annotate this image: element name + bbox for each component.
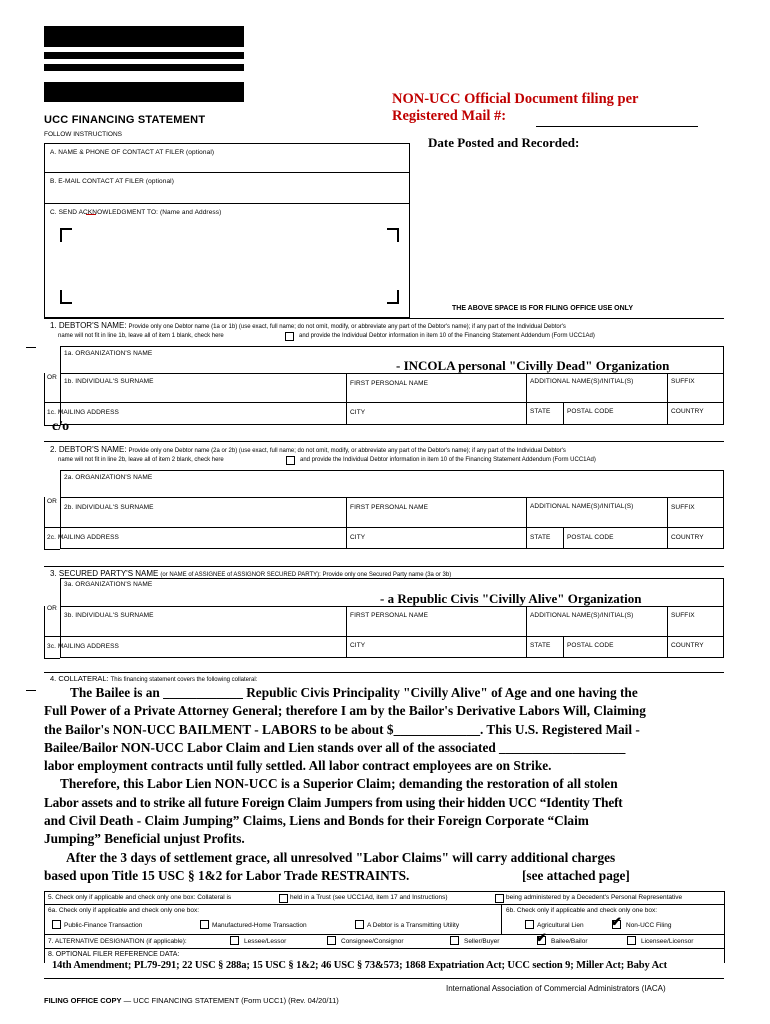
registered-mail-line (536, 126, 698, 127)
corner-mark (387, 228, 399, 242)
contact-value-field[interactable] (58, 228, 398, 304)
footer-left-bold: FILING OFFICE COPY (44, 996, 122, 1005)
secured-heading-text: 3. SECURED PARTY'S NAME (50, 569, 159, 578)
divider (346, 606, 347, 658)
item7-seller-label: Seller/Buyer (464, 938, 500, 945)
divider (60, 497, 724, 498)
divider (501, 904, 502, 934)
date-posted-label: Date Posted and Recorded: (428, 135, 580, 150)
divider (44, 978, 724, 979)
checkmark-icon: ✔ (611, 914, 622, 929)
collateral-line: Full Power of a Private Attorney General; therefore I am by the Bailor's Derivative Labors Will, Claiming (44, 703, 646, 719)
item7-consignee-checkbox[interactable] (327, 936, 336, 945)
item6b-text: 6b. Check only if applicable and check only one box: (506, 907, 658, 914)
collateral-line: Bailee/Bailor NON-UCC Labor Claim and Lien stands over all of the associated ___________________ (44, 739, 626, 755)
debtor1-instr2b: and provide the Individual Debtor information in item 10 of the Financing Statement Addendum (Form UCC1Ad) (299, 333, 595, 339)
secured-first-label: FIRST PERSONAL NAME (350, 612, 429, 619)
item5-trust-checkbox[interactable] (279, 894, 288, 903)
secured-org-label: 3a. ORGANIZATION'S NAME (64, 581, 153, 588)
divider (667, 373, 668, 425)
barcode-bar (44, 64, 244, 71)
item6a-public-checkbox[interactable] (52, 920, 61, 929)
item6a-manufactured-checkbox[interactable] (200, 920, 209, 929)
divider (44, 658, 60, 659)
divider (563, 402, 564, 425)
debtor2-city-label: CITY (350, 534, 366, 541)
collateral-line: Labor assets and to strike all future Foreign Claim Jumpers from using their hidden UCC “Identity Theft (44, 794, 623, 810)
debtor2-heading-text: 2. DEBTOR'S NAME: (50, 445, 127, 454)
item5-trust-label: held in a Trust (see UCC1Ad, item 17 and Instructions) (290, 894, 448, 901)
corner-mark (60, 228, 72, 242)
collateral-line: Jumping” Beneficial unjust Profits. (44, 831, 245, 847)
checkmark-icon: ✔ (536, 930, 547, 945)
item7-lessee-checkbox[interactable] (230, 936, 239, 945)
divider (44, 606, 45, 658)
divider (526, 497, 527, 549)
footer-left-rest: — UCC FINANCING STATEMENT (Form UCC1) (Rev. 04/20/11) (121, 996, 339, 1005)
debtor1-heading-text: 1. DEBTOR'S NAME: (50, 321, 127, 330)
form-title: UCC FINANCING STATEMENT (44, 114, 206, 126)
item6a-utility-label: A Debtor is a Transmitting Utility (367, 922, 460, 929)
item8-text: 8. OPTIONAL FILER REFERENCE DATA: (48, 951, 180, 958)
debtor2-first-label: FIRST PERSONAL NAME (350, 504, 429, 511)
barcode-bar (44, 52, 244, 59)
debtor1-surname-label: 1b. INDIVIDUAL'S SURNAME (64, 378, 154, 385)
item5-text: 5. Check only if applicable and check only one box: Collateral is (48, 894, 232, 901)
debtor1-state-label: STATE (530, 408, 551, 415)
debtor1-first-label: FIRST PERSONAL NAME (350, 380, 429, 387)
debtor1-or: OR (47, 374, 57, 381)
debtor2-instr2a: name will not fit in line 2b, leave all of item 2 blank, check here (58, 457, 224, 463)
item7-seller-checkbox[interactable] (450, 936, 459, 945)
follow-instructions: FOLLOW INSTRUCTIONS (44, 131, 123, 138)
divider (44, 172, 410, 173)
debtor2-checkbox[interactable] (286, 456, 295, 465)
collateral-last-right: [see attached page] (522, 867, 630, 883)
debtor2-heading (50, 445, 566, 456)
debtor1-checkbox[interactable] (285, 332, 294, 341)
divider (44, 636, 724, 637)
secured-city-label: CITY (350, 642, 366, 649)
debtor1-instructions: Provide only one Debtor name (1a or 1b) (use exact, full name; do not omit, modify, or abbreviate any part of the Debtor's name); if any part of the Individual Debtor's (128, 324, 566, 330)
divider (44, 402, 724, 403)
debtor2-instr2b: and provide the Individual Debtor information in item 10 of the Financing Statement Addendum (Form UCC1Ad) (300, 457, 596, 463)
debtor2-instructions: Provide only one Debtor name (2a or 2b) (use exact, full name; do not omit, modify, or abbreviate any part of the Debtor's name); if any part of the Individual Debtor's (128, 448, 566, 454)
collateral-text[interactable] (44, 684, 728, 885)
debtor1-addl-label: ADDITIONAL NAME(S)/INITIAL(S) (530, 378, 634, 385)
divider (44, 948, 724, 949)
secured-mail-label: 3c. MAILING ADDRESS (47, 643, 119, 650)
secured-suffix-label: SUFFIX (671, 612, 695, 619)
divider (563, 636, 564, 658)
debtor1-suffix-label: SUFFIX (671, 378, 695, 385)
contact-b-label: B. E-MAIL CONTACT AT FILER (optional) (50, 178, 174, 185)
secured-surname-label: 3b. INDIVIDUAL'S SURNAME (64, 612, 154, 619)
left-dash (26, 347, 36, 348)
debtor1-city-label: CITY (350, 409, 366, 416)
divider (563, 527, 564, 549)
divider (44, 318, 724, 319)
item6a-text: 6a. Check only if applicable and check only one box: (48, 907, 200, 914)
corner-mark (60, 290, 72, 304)
collateral-line: The Bailee is an ____________ Republic Civis Principality "Civilly Alive" of Age and one having the (70, 685, 638, 700)
debtor1-mail-value[interactable]: c/o (52, 419, 70, 434)
debtor1-org-label: 1a. ORGANIZATION'S NAME (64, 350, 153, 357)
item6b-agri-label: Agricultural Lien (537, 922, 584, 929)
debtor2-org-field[interactable] (64, 482, 720, 496)
left-dash (26, 690, 36, 691)
divider (44, 527, 724, 528)
divider (44, 441, 724, 442)
divider (724, 891, 725, 963)
divider (44, 891, 45, 963)
collateral-line: the Bailor's NON-UCC BAILMENT - LABORS to be about $_____________. This U.S. Registered Mail - (44, 721, 640, 737)
divider (346, 373, 347, 425)
item7-lessee-label: Lessee/Lessor (244, 938, 287, 945)
divider (44, 934, 724, 935)
collateral-instructions: This financing statement covers the following collateral: (110, 677, 258, 683)
collateral-heading-text: 4. COLLATERAL: (50, 674, 109, 683)
item6a-manufactured-label: Manufactured-Home Transaction (212, 922, 307, 929)
item6a-public-label: Public-Finance Transaction (64, 922, 143, 929)
debtor2-addl-label: ADDITIONAL NAME(S)/INITIAL(S) (530, 503, 634, 510)
corner-mark (387, 290, 399, 304)
divider (667, 606, 668, 658)
item7-licensee-checkbox[interactable] (627, 936, 636, 945)
collateral-last-left: based upon Title 15 USC § 1&2 for Labor Trade RESTRAINTS. (44, 867, 410, 883)
debtor2-or: OR (47, 498, 57, 505)
nonucc-heading-line2: Registered Mail #: (392, 108, 507, 124)
divider (667, 497, 668, 549)
item6a-utility-checkbox[interactable] (355, 920, 364, 929)
item6b-agri-checkbox[interactable] (525, 920, 534, 929)
secured-state-label: STATE (530, 642, 551, 649)
secured-postal-label: POSTAL CODE (567, 642, 614, 649)
item5-decedent-checkbox[interactable] (495, 894, 504, 903)
debtor2-postal-label: POSTAL CODE (567, 534, 614, 541)
divider (44, 203, 410, 204)
divider (44, 373, 45, 425)
debtor1-mail-label: 1c. MAILING ADDRESS (47, 409, 119, 416)
secured-or: OR (47, 605, 57, 612)
debtor1-instr2a: name will not fit in line 1b, leave all of item 1 blank, check here (58, 333, 224, 339)
strike-mark (86, 214, 96, 215)
collateral-line: labor employment contracts until fully settled. All labor contract employees are on Strike. (44, 758, 552, 774)
barcode-bar (44, 26, 244, 47)
divider (44, 497, 45, 549)
divider (526, 606, 527, 658)
debtor2-mail-label: 2c. MAILING ADDRESS (47, 534, 119, 541)
item7-text: 7. ALTERNATIVE DESIGNATION (if applicable): (48, 938, 187, 945)
divider (44, 566, 724, 567)
secured-org-value[interactable]: - a Republic Civis "Civilly Alive" Organization (380, 591, 642, 606)
footer-left (44, 996, 339, 1005)
secured-instructions: (or NAME of ASSIGNEE of ASSIGNOR SECURED PARTY): Provide only one Secured Party name (3a or 3b) (160, 572, 452, 578)
debtor2-surname-label: 2b. INDIVIDUAL'S SURNAME (64, 504, 154, 511)
debtor1-org-value[interactable]: - INCOLA personal "Civilly Dead" Organization (396, 358, 670, 373)
filing-office-note: THE ABOVE SPACE IS FOR FILING OFFICE USE ONLY (452, 305, 633, 312)
item6b-nonucc-label: Non-UCC Filing (626, 922, 672, 929)
divider (44, 549, 60, 550)
collateral-line: Therefore, this Labor Lien NON-UCC is a Superior Claim; demanding the restoration of all stolen (60, 776, 618, 792)
barcode-bar (44, 82, 244, 102)
divider (44, 672, 724, 673)
debtor1-postal-label: POSTAL CODE (567, 408, 614, 415)
debtor2-country-label: COUNTRY (671, 534, 704, 541)
item5-decedent-label: being administered by a Decedent's Personal Representative (506, 894, 683, 901)
debtor2-org-label: 2a. ORGANIZATION'S NAME (64, 474, 153, 481)
item8-value[interactable]: 14th Amendment; PL79-291; 22 USC § 288a; 15 USC § 1&2; 46 USC § 73&573; 1868 Expatriation Act; UCC section 9; Miller Act; Baby Act (52, 960, 668, 971)
collateral-line: and Civil Death - Claim Jumping” Claims, Liens and Bonds for their Foreign Corporate “Claim (44, 813, 589, 829)
debtor2-state-label: STATE (530, 534, 551, 541)
item7-licensee-label: Licensee/Licensor (641, 938, 694, 945)
divider (44, 904, 724, 905)
divider (44, 891, 724, 892)
footer-right: International Association of Commercial Administrators (IACA) (446, 984, 666, 993)
secured-country-label: COUNTRY (671, 642, 704, 649)
collateral-line: After the 3 days of settlement grace, all unresolved "Labor Claims" will carry additional charges (66, 849, 616, 865)
contact-c-label: C. SEND ACKNOWLEDGMENT TO: (Name and Address) (50, 209, 222, 216)
collateral-line-last (44, 867, 728, 885)
item7-bailee-label: Bailee/Bailor (551, 938, 588, 945)
item7-consignee-label: Consignee/Consignor (341, 938, 404, 945)
divider (346, 497, 347, 549)
divider (526, 373, 527, 425)
debtor1-country-label: COUNTRY (671, 408, 704, 415)
debtor1-heading (50, 321, 566, 332)
nonucc-heading-line1: NON-UCC Official Document filing per (392, 91, 639, 107)
contact-a-label: A. NAME & PHONE OF CONTACT AT FILER (optional) (50, 149, 215, 156)
debtor2-suffix-label: SUFFIX (671, 504, 695, 511)
secured-addl-label: ADDITIONAL NAME(S)/INITIAL(S) (530, 612, 634, 619)
